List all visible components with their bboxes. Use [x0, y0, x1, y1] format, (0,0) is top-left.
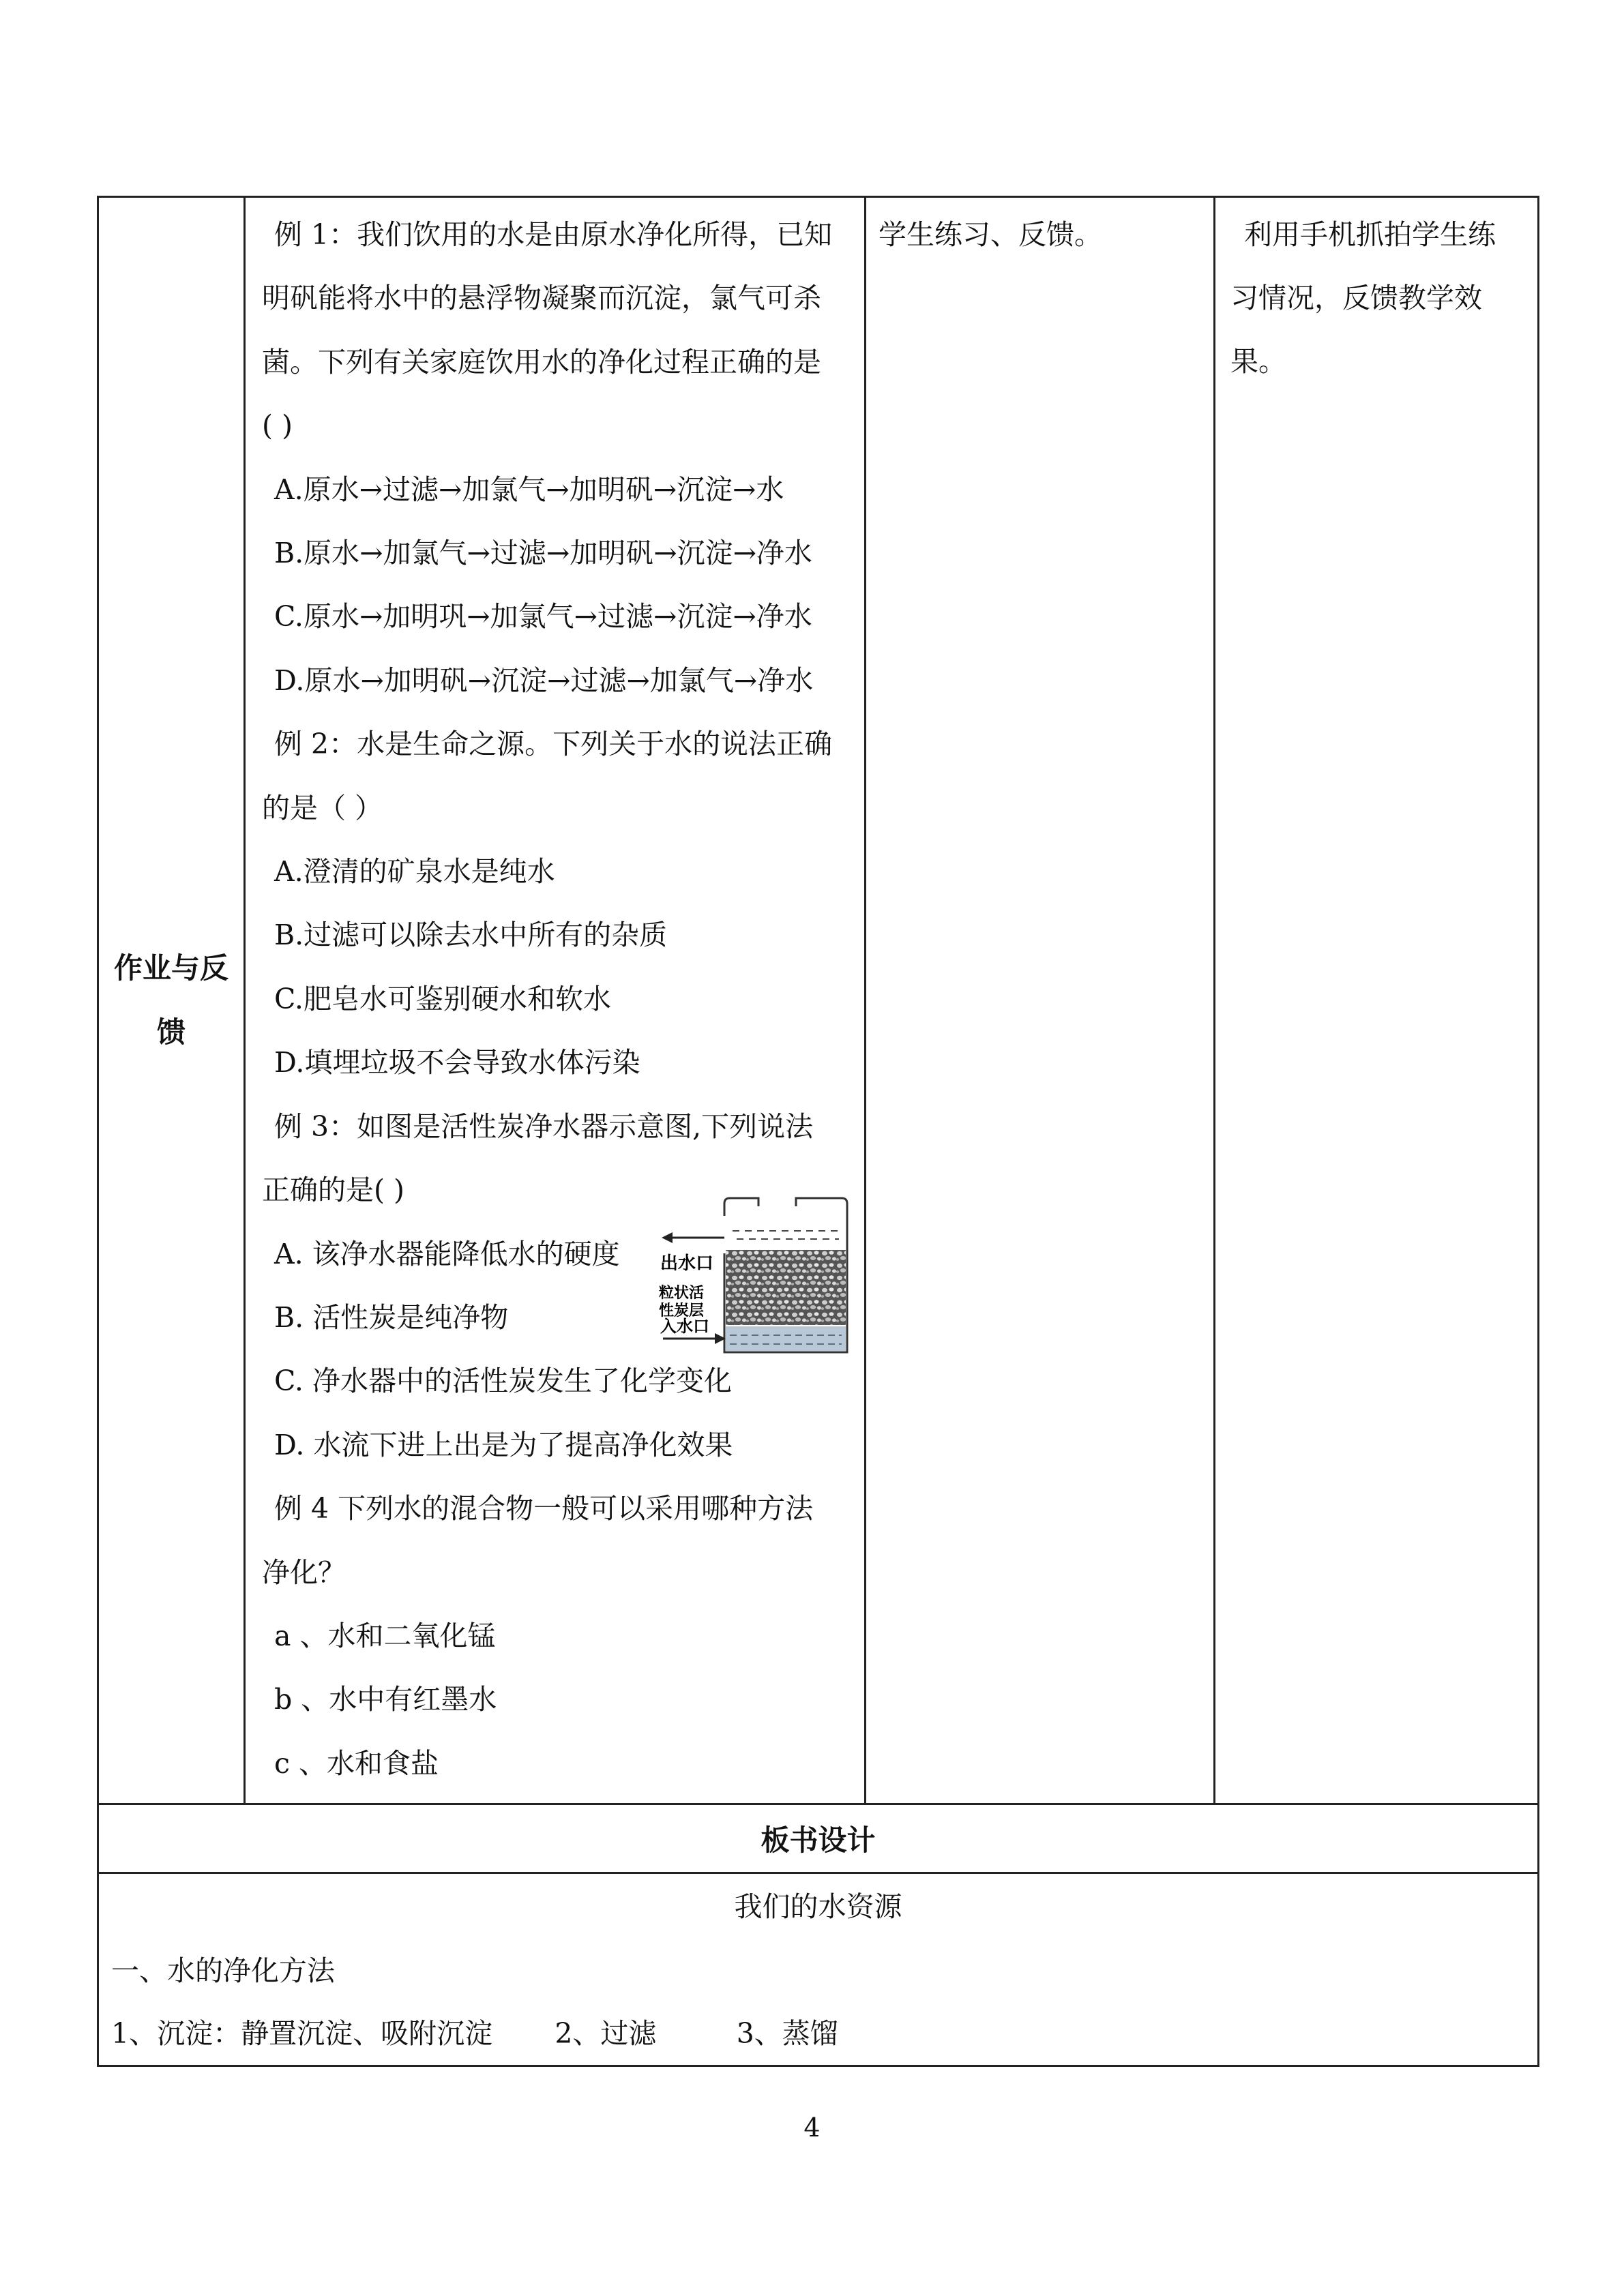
example-1-option-c: C.原水→加明巩→加氯气→过滤→沉淀→净水: [274, 600, 812, 633]
page-number: 4: [803, 2113, 821, 2143]
board-title: 我们的水资源: [734, 1890, 902, 1923]
activated-carbon-layer: [726, 1250, 846, 1325]
example-2-option-b: B.过滤可以除去水中所有的杂质: [274, 919, 668, 952]
bottom-water: [726, 1326, 846, 1351]
homework-feedback-row: [98, 197, 1539, 1804]
board-design-body: [98, 1873, 1539, 2066]
design-intent: [1215, 198, 1537, 393]
row-label-line: 馈: [156, 1015, 186, 1049]
carbon-label: 性炭层: [659, 1302, 705, 1320]
example-1-option-d: D.原水→加明矾→沉淀→过滤→加氯气→净水: [274, 664, 814, 697]
exercise-content: [246, 198, 864, 1795]
row-label-cell: [98, 197, 245, 1804]
board-design-header-row: [98, 1804, 1539, 1873]
example-3-line: 正确的是( ): [262, 1174, 405, 1207]
example-4-item-b: b 、水中有红墨水: [274, 1683, 497, 1716]
outlet-label: 出水口: [660, 1253, 714, 1274]
example-1-line: 例 1：我们饮用的水是由原水净化所得，已知: [274, 218, 833, 251]
board-design-heading: 板书设计: [98, 1804, 1539, 1873]
container-lid-left: [724, 1198, 758, 1216]
example-2-option-a: A.澄清的矿泉水是纯水: [274, 855, 555, 889]
example-3-option-d: D. 水流下进上出是为了提高净化效果: [274, 1428, 733, 1461]
student-activity-text: 学生练习、反馈。: [879, 218, 1102, 251]
example-3-option-a: A. 该净水器能降低水的硬度: [274, 1237, 620, 1270]
board-section-heading: 一、水的净化方法: [111, 1954, 335, 1987]
example-2-option-c: C.肥皂水可鉴别硬水和软水: [274, 982, 611, 1015]
example-4-item-c: c 、水和食盐: [274, 1746, 439, 1780]
example-3-line: 例 3：如图是活性炭净水器示意图,下列说法: [274, 1109, 814, 1143]
exercise-content-cell: [245, 197, 866, 1804]
example-1-line: 明矾能将水中的悬浮物凝聚而沉淀，氯气可杀: [262, 282, 821, 315]
example-3-option-c: C. 净水器中的活性炭发生了化学变化: [274, 1365, 732, 1398]
design-intent-line: 习情况，反馈教学效: [1230, 282, 1482, 314]
example-1-line: ( ): [262, 409, 293, 443]
design-intent-line: 利用手机抓拍学生练: [1244, 218, 1496, 251]
example-4-item-a: a 、水和二氧化锰: [274, 1619, 496, 1652]
example-1-line: 菌。下列有关家庭饮用水的净化过程正确的是: [262, 345, 821, 378]
board-methods-line: 1、沉淀：静置沉淀、吸附沉淀 2、过滤 3、蒸馏: [111, 2017, 838, 2050]
example-1-option-b: B.原水→加氯气→过滤→加明矾→沉淀→净水: [274, 537, 812, 570]
lesson-plan-table: [97, 196, 1539, 2067]
example-2-line: 的是（ ）: [262, 791, 383, 824]
student-activity-cell: [866, 197, 1215, 1804]
board-design-body-row: [98, 1873, 1539, 2066]
example-4-line: 净化？: [262, 1555, 346, 1589]
row-label-line: 作业与反: [113, 951, 228, 985]
water-purifier-diagram: [656, 1189, 854, 1359]
example-3-option-b: B. 活性炭是纯净物: [274, 1300, 509, 1334]
example-2-option-d: D.填埋垃圾不会导致水体污染: [274, 1046, 640, 1079]
outlet-arrow-icon: [662, 1232, 673, 1243]
design-intent-line: 果。: [1230, 345, 1286, 378]
inlet-label: 入水口: [660, 1317, 709, 1336]
carbon-label: 粒状活: [659, 1285, 705, 1302]
design-intent-cell: [1215, 197, 1539, 1804]
example-1-option-a: A.原水→过滤→加氯气→加明矾→沉淀→水: [274, 473, 784, 506]
example-4-line: 例 4 下列水的混合物一般可以采用哪种方法: [274, 1492, 814, 1525]
example-2-line: 例 2：水是生命之源。下列关于水的说法正确: [274, 728, 833, 761]
